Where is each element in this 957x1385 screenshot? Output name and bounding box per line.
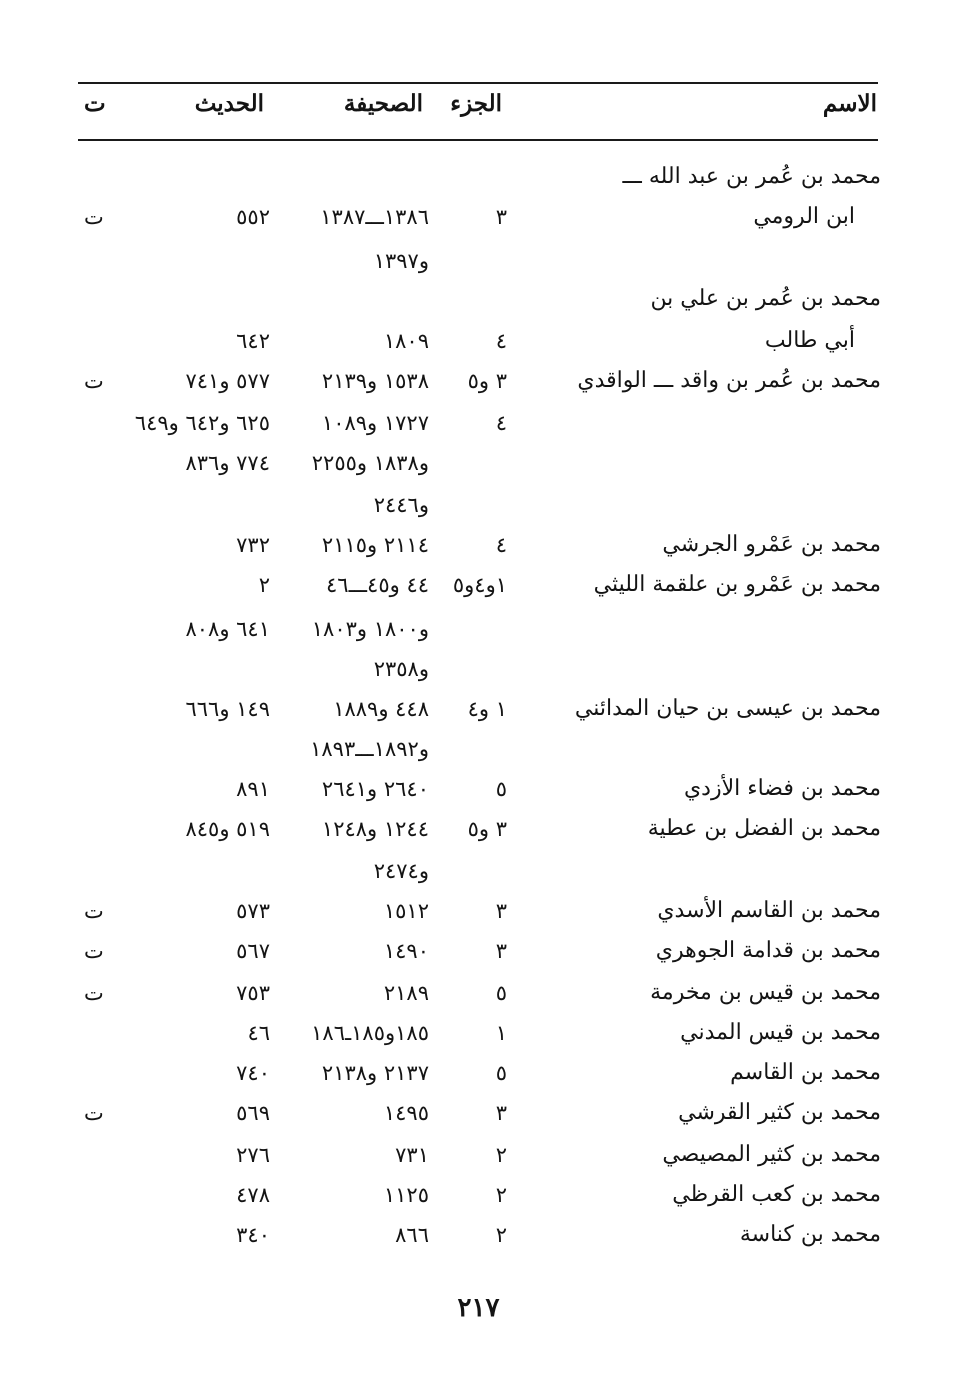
- row-page: ٢٦٤٠ و٢٦٤١: [321, 777, 429, 801]
- row-hadith: ٨٩١: [236, 777, 270, 801]
- table-row: [0, 609, 957, 649]
- row-page: ١٨٥و١٨٥ـ١٨٦: [311, 1021, 429, 1045]
- table-row: [0, 241, 957, 281]
- table-row: [0, 1053, 957, 1093]
- row-hadith: ٢: [258, 573, 270, 597]
- row-part: ٣: [495, 1101, 507, 1125]
- row-page: ١٤٩٥: [383, 1101, 429, 1125]
- table-row: [0, 279, 957, 319]
- table-row: [0, 157, 957, 197]
- row-name: محمد بن عَمْرو الجرشي: [662, 532, 881, 557]
- row-name: محمد بن قيس المدني: [680, 1020, 881, 1045]
- row-page: ١٥٣٨ و٢١٣٩: [321, 369, 429, 393]
- row-t: ت: [84, 1101, 104, 1125]
- row-name: محمد بن القاسم الأسدي: [657, 898, 881, 923]
- table-row: [0, 525, 957, 565]
- row-page: ٨٦٦: [395, 1223, 429, 1247]
- row-hadith: ٧٣٢: [236, 533, 270, 557]
- table-row: [0, 565, 957, 605]
- row-name: محمد بن الفضل بن عطية: [647, 816, 881, 841]
- row-part: ٣: [495, 899, 507, 923]
- row-hadith: ٤٧٨: [236, 1183, 270, 1207]
- row-part: ١ و٤: [467, 697, 507, 721]
- table-row: [0, 1215, 957, 1255]
- row-part: ٤: [495, 329, 507, 353]
- row-name: أبي طالب: [764, 328, 855, 353]
- header-page: الصحيفة: [343, 90, 423, 117]
- row-name: ابن الرومي: [753, 204, 855, 229]
- table-row: [0, 1013, 957, 1053]
- row-page: و٢٣٥٨: [373, 657, 429, 681]
- row-name: محمد بن عُمر بن واقد ـــ الواقدي: [577, 368, 881, 393]
- row-name: محمد بن عيسى بن حيان المدائني: [574, 696, 881, 721]
- row-page: و١٨٩٢ـــ١٨٩٣: [310, 737, 429, 761]
- row-page: و٢٤٧٤: [373, 859, 429, 883]
- row-part: ٥: [495, 1061, 507, 1085]
- table-row: [0, 973, 957, 1013]
- table-row: [0, 485, 957, 525]
- row-hadith: ٦٤١ و٨٠٨: [185, 617, 270, 641]
- table-row: [0, 931, 957, 971]
- row-part: ٣: [495, 939, 507, 963]
- row-hadith: ٦٤٢: [236, 329, 270, 353]
- row-part: ٣ و٥: [467, 817, 507, 841]
- row-t: ت: [84, 939, 104, 963]
- row-part: ٢: [495, 1223, 507, 1247]
- row-page: ١٢٤٤ و١٢٤٨: [321, 817, 429, 841]
- table-row: [0, 729, 957, 769]
- row-hadith: ٥١٩ و٨٤٥: [185, 817, 270, 841]
- row-name: محمد بن القاسم: [730, 1060, 881, 1085]
- row-hadith: ٥٥٢: [236, 205, 270, 229]
- row-page: ١٣٨٦ـــ١٣٨٧: [320, 205, 429, 229]
- row-page: ٢١٣٧ و٢١٣٨: [321, 1061, 429, 1085]
- row-name: محمد بن عُمر بن علي بن: [650, 286, 881, 311]
- row-page: ١٥١٢: [383, 899, 429, 923]
- row-hadith: ٧٥٣: [236, 981, 270, 1005]
- row-page: ١١٢٥: [383, 1183, 429, 1207]
- row-name: محمد بن فضاء الأزدي: [683, 776, 881, 801]
- table-row: [0, 443, 957, 483]
- table-row: [0, 769, 957, 809]
- table-row: [0, 649, 957, 689]
- row-hadith: ٢٧٦: [236, 1143, 270, 1167]
- page-number: ٢١٧: [457, 1293, 500, 1323]
- table-row: [0, 1175, 957, 1215]
- row-t: ت: [84, 899, 104, 923]
- row-part: ٤: [495, 533, 507, 557]
- table-row: [0, 403, 957, 443]
- row-part: ٤: [495, 411, 507, 435]
- row-part: ٢: [495, 1183, 507, 1207]
- header-t: ت: [84, 90, 106, 117]
- row-t: ت: [84, 369, 104, 393]
- row-page: و١٨٠٠ و١٨٠٣: [311, 617, 429, 641]
- row-part: ٣: [495, 205, 507, 229]
- row-part: ١و٤و٥: [452, 573, 507, 597]
- table-row: [0, 851, 957, 891]
- row-name: محمد بن كناسة: [739, 1222, 881, 1247]
- row-name: محمد بن قيس بن مخرمة: [650, 980, 881, 1005]
- row-hadith: ٤٦: [247, 1021, 270, 1045]
- table-row: [0, 689, 957, 729]
- row-part: ٢: [495, 1143, 507, 1167]
- row-hadith: ٥٦٩: [236, 1101, 270, 1125]
- row-t: ت: [84, 205, 104, 229]
- row-name: محمد بن كثير القرشي: [678, 1100, 881, 1125]
- row-hadith: ٥٧٣: [236, 899, 270, 923]
- row-name: محمد بن كعب القرظي: [672, 1182, 881, 1207]
- row-page: ١٤٩٠: [383, 939, 429, 963]
- row-part: ٣ و٥: [467, 369, 507, 393]
- row-hadith: ٦٢٥ و٦٤٢ و٦٤٩: [134, 411, 270, 435]
- row-part: ١: [495, 1021, 507, 1045]
- table-row: [0, 809, 957, 849]
- row-page: ٤٤ و٤٥ـــ٤٦: [326, 573, 429, 597]
- table-row: [0, 361, 957, 401]
- row-page: و١٣٩٧: [373, 249, 429, 273]
- row-part: ٥: [495, 981, 507, 1005]
- table-row: [0, 1093, 957, 1133]
- row-page: و١٨٣٨ و٢٢٥٥: [311, 451, 429, 475]
- row-name: محمد بن عُمر بن عبد الله ـــ: [622, 164, 881, 189]
- row-name: محمد بن قدامة الجوهري: [655, 938, 881, 963]
- row-page: ٢١١٤ و٢١١٥: [321, 533, 429, 557]
- row-t: ت: [84, 981, 104, 1005]
- header-hadith: الحديث: [194, 90, 264, 117]
- row-page: ٢١٨٩: [383, 981, 429, 1005]
- table-row: [0, 197, 957, 237]
- table-row: [0, 891, 957, 931]
- row-name: محمد بن كثير المصيصي: [662, 1142, 881, 1167]
- table-row: [0, 1135, 957, 1175]
- row-name: محمد بن عَمْرو بن علقمة الليثي: [593, 572, 881, 597]
- row-page: ١٧٢٧ و١٠٨٩: [321, 411, 429, 435]
- table-row: [0, 321, 957, 361]
- row-hadith: ٧٧٤ و٨٣٦: [185, 451, 270, 475]
- row-part: ٥: [495, 777, 507, 801]
- row-page: ٧٣١: [395, 1143, 429, 1167]
- row-page: ٤٤٨ و١٨٨٩: [333, 697, 429, 721]
- header-part: الجزء: [450, 90, 502, 117]
- row-page: و٢٤٤٦: [373, 493, 429, 517]
- row-hadith: ٧٤٠: [236, 1061, 270, 1085]
- row-page: ١٨٠٩: [383, 329, 429, 353]
- row-hadith: ٣٤٠: [236, 1223, 270, 1247]
- row-hadith: ٥٦٧: [236, 939, 270, 963]
- row-hadith: ٥٧٧ و٧٤١: [185, 369, 270, 393]
- header-name: الاسم: [822, 90, 877, 117]
- row-hadith: ١٤٩ و٦٦٦: [185, 697, 270, 721]
